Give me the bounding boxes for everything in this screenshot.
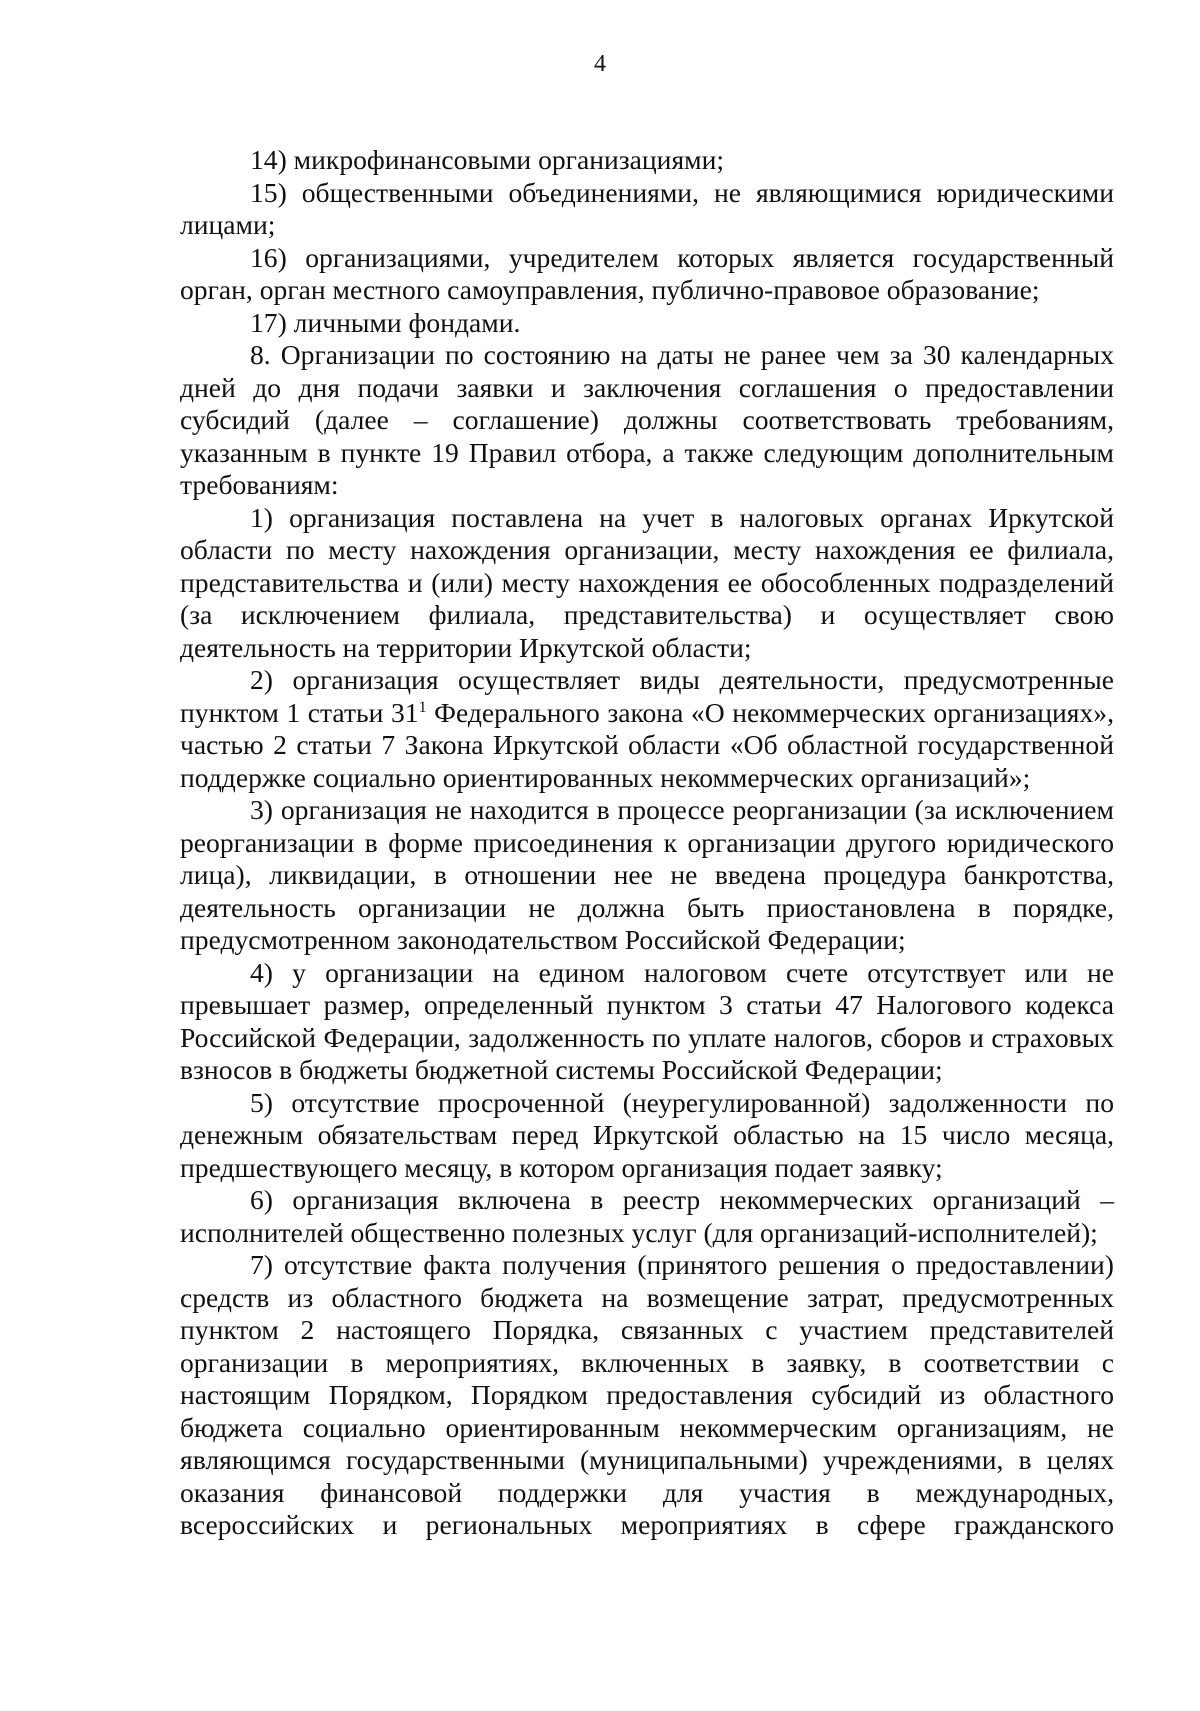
paragraph-clause-8: 8. Организации по состоянию на даты не ранее чем за 30 календарных дней до дня подачи заявки и заключения соглашения о предоставлении субсидий (далее – соглашение) должны соответствовать требованиям, указанным в пункте 19 Правил отбора, а также следующим дополнительным требованиям:	[180, 339, 1114, 500]
requirement-5: 5) отсутствие просроченной (неурегулированной) задолженности по денежным обязательствам перед Иркутской областью на 15 число месяца, предшествующего месяцу, в котором организация подает заявку;	[180, 1086, 1114, 1183]
paragraph-item-16: 16) организациями, учредителем которых является государственный орган, орган местного самоуправления, публично-правовое образование;	[180, 241, 1114, 305]
requirement-7: 7) отсутствие факта получения (принятого решения о предоставлении) средств из областного бюджета на возмещение затрат, предусмотренных пунктом 2 настоящего Порядка, связанных с участием представителей организации в мероприятиях, включенных в заявку, в соответствии с настоящим Порядком, Порядком предоставления субсидий из областного бюджета социально ориентированным некоммерческим организациям, не являющимся государственными (муниципальными) учреждениями, в целях оказания финансовой поддержки для участия в международных, всероссийских и региональных мероприятиях в сфере гражданского	[180, 1249, 1114, 1540]
requirement-6: 6) организация включена в реестр некоммерческих организаций – исполнителей общественно полезных услуг (для организаций-исполнителей);	[180, 1184, 1114, 1248]
requirement-3: 3) организация не находится в процессе реорганизации (за исключением реорганизации в форме присоединения к организации другого юридического лица), ликвидации, в отношении нее не введена процедура банкротства, деятельность организации не должна быть приостановлена в порядке, предусмотренном законодательством Российской Федерации;	[180, 794, 1114, 955]
requirement-2	[180, 664, 1114, 794]
requirement-4: 4) у организации на едином налоговом счете отсутствует или не превышает размер, определенный пунктом 3 статьи 47 Налогового кодекса Российской Федерации, задолженность по уплате налогов, сборов и страховых взносов в бюджеты бюджетной системы Российской Федерации;	[180, 956, 1114, 1085]
paragraph-item-17: 17) личными фондами.	[250, 306, 521, 338]
paragraph-item-15: 15) общественными объединениями, не являющимися юридическими лицами;	[180, 176, 1114, 240]
requirement-2-text-end: Федерального закона «О некоммерческих организациях», частью 2 статьи 7 Закона Иркутской области «Об областной государственной поддержке социально ориентированных некоммерческих организаций»;	[180, 696, 1114, 793]
document-body	[180, 144, 1114, 1542]
page-number: 4	[594, 51, 606, 77]
requirement-1: 1) организация поставлена на учет в налоговых органах Иркутской области по месту нахождения организации, месту нахождения ее филиала, представительства и (или) месту нахождения ее обособленных подразделений (за исключением филиала, представительства) и осуществляет свою деятельность на территории Иркутской области;	[180, 501, 1114, 663]
superscript-article-number: 1	[418, 698, 427, 716]
paragraph-item-14: 14) микрофинансовыми организациями;	[250, 144, 725, 175]
requirement-2-text-start: 2) организация осуществляет виды деятельности, предусмотренные пунктом 1 статьи 31	[180, 664, 1114, 728]
